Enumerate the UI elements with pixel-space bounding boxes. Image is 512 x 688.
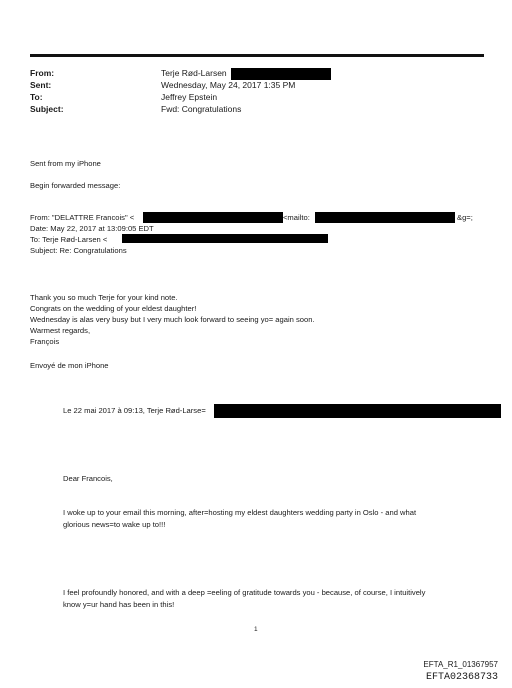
reply-signature: François [30,337,60,346]
paragraph-line: I woke up to your email this morning, after=hosting my eldest daughters wedding party in Oslo - and what [63,508,417,517]
page-number: 1 [254,626,258,633]
begin-forwarded-line: Begin forwarded message: [30,181,121,190]
bates-number: EFTA02368733 [425,672,498,683]
redaction-box [214,404,501,418]
to-label: To: [30,92,43,102]
reply-line: Thank you so much Terje for your kind note. [30,293,178,302]
envoye-line: Envoyé de mon iPhone [30,361,109,370]
redaction-box [231,68,331,80]
greeting-line: Dear Francois, [63,474,113,483]
redaction-box [143,212,283,223]
subject-value: Fwd: Congratulations [161,104,242,114]
sent-from-line: Sent from my iPhone [30,159,101,168]
sent-label: Sent: [30,80,52,90]
paragraph-line: know y=ur hand has been in this! [63,600,175,609]
forwarded-from-line: From: "DELATTRE Francois" < [30,213,135,222]
from-label: From: [30,68,55,78]
reply-line: Congrats on the wedding of your eldest daughter! [30,304,197,313]
document-id: EFTA_R1_01367957 [423,660,498,669]
forwarded-to-line: To: Terje Rød-Larsen < [30,235,108,244]
forwarded-subject-line: Subject: Re: Congratulations [30,246,127,255]
paragraph-line: I feel profoundly honored, and with a deep =eeling of gratitude towards you - because, of course, I intuitively [63,588,426,597]
to-value: Jeffrey Epstein [161,92,218,102]
redaction-box [122,234,328,243]
forwarded-from-tail: &g=; [457,213,473,222]
header-rule [30,54,484,57]
forwarded-date-line: Date: May 22, 2017 at 13:09:05 EDT [30,224,154,233]
from-value: Terje Rød-Larsen [161,68,227,78]
sent-value: Wednesday, May 24, 2017 1:35 PM [161,80,296,90]
reply-line: Wednesday is alas very busy but I very much look forward to seeing yo= again soon. [30,315,315,324]
redaction-box [315,212,455,223]
quote-intro-line: Le 22 mai 2017 à 09:13, Terje Rød-Larse= [63,406,206,415]
subject-label: Subject: [30,104,64,114]
paragraph-line: glorious news=to wake up to!!! [63,520,166,529]
forwarded-mailto: <mailto: [283,213,310,222]
reply-line: Warmest regards, [30,326,91,335]
